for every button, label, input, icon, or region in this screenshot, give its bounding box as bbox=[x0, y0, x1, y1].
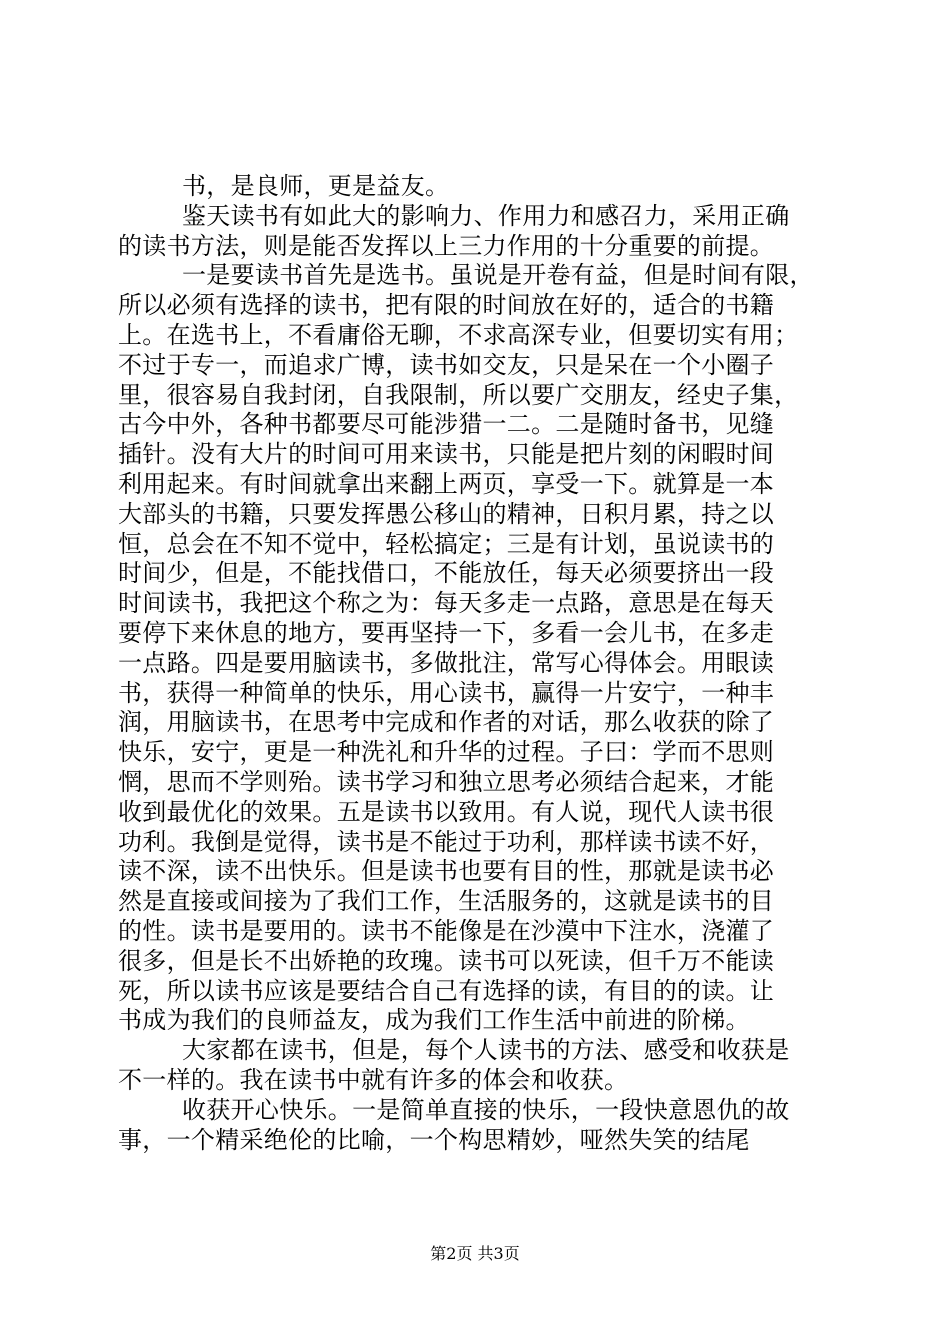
text-line: 一是要读书首先是选书。虽说是开卷有益，但是时间有限， bbox=[182, 261, 814, 290]
text-line: 的性。读书是要用的。读书不能像是在沙漠中下注水，浇灌了 bbox=[118, 916, 775, 945]
text-line: 不一样的。我在读书中就有许多的体会和收获。 bbox=[118, 1065, 629, 1094]
text-line: 古今中外，各种书都要尽可能涉猎一二。二是随时备书，见缝 bbox=[118, 410, 775, 439]
text-line: 上。在选书上，不看庸俗无聊，不求高深专业，但要切实有用； bbox=[118, 320, 799, 349]
text-line: 鉴天读书有如此大的影响力、作用力和感召力，采用正确 bbox=[182, 201, 790, 230]
text-line: 惘，思而不学则殆。读书学习和独立思考必须结合起来，才能 bbox=[118, 767, 775, 796]
text-line: 读不深，读不出快乐。但是读书也要有目的性，那就是读书必 bbox=[118, 857, 775, 886]
page-footer: 第2页 共3页 bbox=[430, 1244, 520, 1263]
text-line: 很多，但是长不出娇艳的玫瑰。读书可以死读，但千万不能读 bbox=[118, 946, 775, 975]
text-line: 利用起来。有时间就拿出来翻上两页，享受一下。就算是一本 bbox=[118, 469, 775, 498]
text-line: 然是直接或间接为了我们工作，生活服务的，这就是读书的目 bbox=[118, 887, 775, 916]
text-line: 快乐，安宁，更是一种洗礼和升华的过程。子曰：学而不思则 bbox=[118, 738, 775, 767]
text-line: 死，所以读书应该是要结合自己有选择的读，有目的的读。让 bbox=[118, 976, 775, 1005]
text-line: 书成为我们的良师益友，成为我们工作生活中前进的阶梯。 bbox=[118, 1006, 750, 1035]
text-line: 一点路。四是要用脑读书，多做批注，常写心得体会。用眼读 bbox=[118, 648, 775, 677]
text-line: 润，用脑读书，在思考中完成和作者的对话，那么收获的除了 bbox=[118, 708, 775, 737]
text-line: 事，一个精采绝伦的比喻，一个构思精妙，哑然失笑的结尾 bbox=[118, 1125, 750, 1154]
text-line: 时间读书，我把这个称之为：每天多走一点路，意思是在每天 bbox=[118, 589, 775, 618]
text-line: 收到最优化的效果。五是读书以致用。有人说，现代人读书很 bbox=[118, 797, 775, 826]
text-line: 的读书方法，则是能否发挥以上三力作用的十分重要的前提。 bbox=[118, 231, 775, 260]
text-line: 恒，总会在不知不觉中，轻松搞定；三是有计划，虽说读书的 bbox=[118, 529, 775, 558]
text-line: 时间少，但是，不能找借口，不能放任，每天必须要挤出一段 bbox=[118, 559, 775, 588]
text-line: 功利。我倒是觉得，读书是不能过于功利，那样读书读不好， bbox=[118, 827, 775, 856]
text-line: 不过于专一，而追求广博，读书如交友，只是呆在一个小圈子 bbox=[118, 350, 775, 379]
text-line: 大家都在读书，但是，每个人读书的方法、感受和收获是 bbox=[182, 1036, 790, 1065]
text-line: 书，是良师，更是益友。 bbox=[182, 172, 450, 200]
text-line: 收获开心快乐。一是简单直接的快乐，一段快意恩仇的故 bbox=[182, 1095, 790, 1124]
text-line: 要停下来休息的地方，要再坚持一下，多看一会儿书，在多走 bbox=[118, 618, 775, 647]
text-line: 里，很容易自我封闭，自我限制，所以要广交朋友，经史子集， bbox=[118, 380, 799, 409]
text-line: 所以必须有选择的读书，把有限的时间放在好的，适合的书籍 bbox=[118, 291, 775, 320]
text-line: 书，获得一种简单的快乐，用心读书，赢得一片安宁，一种丰 bbox=[118, 678, 775, 707]
text-line: 大部头的书籍，只要发挥愚公移山的精神，日积月累，持之以 bbox=[118, 499, 775, 528]
text-line: 插针。没有大片的时间可用来读书，只能是把片刻的闲暇时间 bbox=[118, 440, 775, 469]
document-body bbox=[118, 172, 830, 1155]
